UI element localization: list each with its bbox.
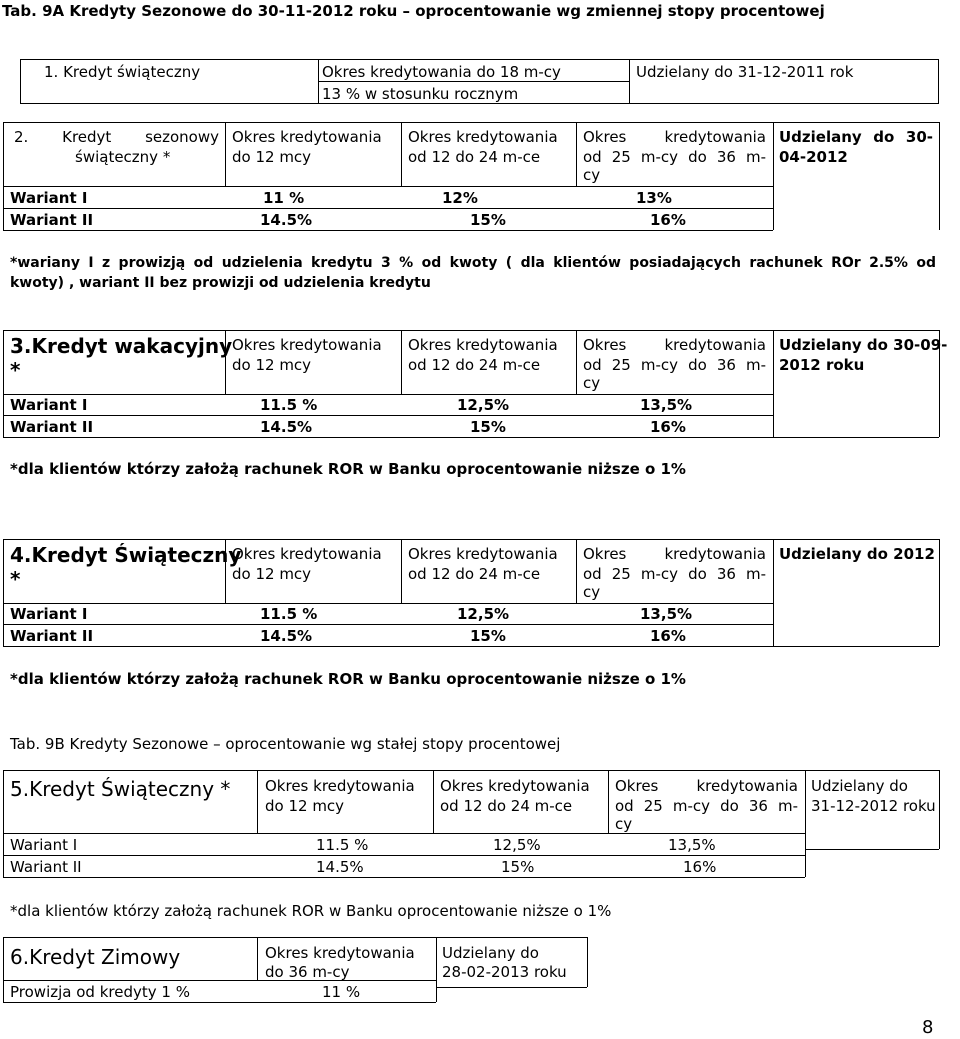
credit-4-col1-sub: do 12 mcy (232, 565, 312, 583)
table-9a-title: Tab. 9A Kredyty Sezonowe do 30-11-2012 roku – oprocentowanie wg zmiennej stopy procentowej (2, 2, 825, 20)
credit-2-col3-sub: od 25 m-cy do 36 m- (583, 148, 766, 166)
credit-5-until-cont: 31-12-2012 roku (811, 797, 936, 815)
table-divider (576, 122, 577, 186)
table-border (3, 539, 4, 646)
credit-5-col2-head: Okres kredytowania (440, 777, 590, 795)
credit-2-note-cont: kwoty) , wariant II bez prowizji od udzielenia kredytu (10, 275, 431, 291)
credit-2-variant-2-rate-2: 15% (470, 211, 506, 229)
credit-3-variant-2-label: Wariant II (10, 418, 94, 436)
credit-2-variant-2-rate-3: 16% (650, 211, 686, 229)
credit-5-variant-1-rate-1: 11.5 % (316, 836, 369, 854)
table-divider (257, 937, 258, 980)
credit-3-col3-sub: od 25 m-cy do 36 m- (583, 356, 766, 374)
credit-2-col2-sub: od 12 do 24 m-ce (408, 148, 541, 166)
table-border (3, 415, 773, 416)
credit-3-variant-1-rate-1: 11.5 % (260, 396, 318, 414)
table-border (3, 1002, 436, 1003)
table-divider (257, 770, 258, 833)
table-border (3, 122, 4, 230)
table-divider (576, 330, 577, 394)
credit-5-variant-1-rate-2: 12,5% (493, 836, 541, 854)
credit-3-variant-2-rate-1: 14.5% (260, 418, 313, 436)
credit-2-variant-1-rate-2: 12% (442, 189, 478, 207)
table-border (3, 437, 939, 438)
table-border (436, 987, 587, 988)
credit-5-variant-2-rate-2: 15% (501, 858, 535, 876)
table-border (3, 937, 4, 1002)
table-divider (401, 539, 402, 603)
credit-1-period: Okres kredytowania do 18 m-cy (322, 63, 561, 81)
table-border (939, 122, 940, 230)
credit-4-variant-1-label: Wariant I (10, 605, 88, 623)
table-9b-title: Tab. 9B Kredyty Sezonowe – oprocentowanie wg stałej stopy procentowej (10, 735, 561, 753)
credit-5-variant-1-label: Wariant I (10, 836, 78, 854)
credit-6-until: Udzielany do (442, 944, 539, 962)
credit-3-variant-1-rate-3: 13,5% (640, 396, 693, 414)
credit-4-variant-1-rate-3: 13,5% (640, 605, 693, 623)
table-divider (401, 330, 402, 394)
credit-4-variant-1-rate-1: 11.5 % (260, 605, 318, 623)
credit-2-name-cont: świąteczny * (75, 148, 171, 166)
credit-5-col2-sub: od 12 do 24 m-ce (440, 797, 573, 815)
credit-4-variant-2-rate-3: 16% (650, 627, 686, 645)
credit-3-col3-cont: cy (583, 374, 601, 392)
table-divider (436, 937, 437, 1002)
table-border (3, 624, 773, 625)
credit-5-until: Udzielany do (811, 777, 908, 795)
credit-5-variant-2-rate-3: 16% (683, 858, 717, 876)
credit-2-variant-2-label: Wariant II (10, 211, 94, 229)
credit-2-until: Udzielany do 30- (779, 128, 933, 146)
table-border (3, 770, 939, 771)
credit-3-variant-1-rate-2: 12,5% (457, 396, 510, 414)
table-border (3, 208, 773, 209)
credit-3-col1-head: Okres kredytowania (232, 336, 382, 354)
table-border (587, 937, 588, 987)
table-divider (225, 122, 226, 186)
table-border (3, 937, 587, 938)
table-border (3, 770, 4, 877)
credit-2-col2-head: Okres kredytowania (408, 128, 558, 146)
credit-2-variant-1-rate-1: 11 % (263, 189, 305, 207)
credit-4-variant-2-rate-1: 14.5% (260, 627, 313, 645)
table-divider (401, 122, 402, 186)
credit-3-name-cont: * (10, 358, 21, 382)
table-divider (608, 770, 609, 833)
credit-2-until-cont: 04-2012 (779, 148, 848, 166)
credit-5-variant-2-label: Wariant II (10, 858, 82, 876)
credit-4-variant-2-label: Wariant II (10, 627, 94, 645)
credit-3-note: *dla klientów którzy założą rachunek ROR w Banku oprocentowanie niższe o 1% (10, 460, 686, 478)
table-border (3, 122, 939, 123)
credit-3-until-cont: 2012 roku (779, 356, 865, 374)
credit-3-col3-head: Okres kredytowania (583, 336, 766, 354)
credit-1-until: Udzielany do 31-12-2011 rok (636, 63, 854, 81)
credit-2-col1-head: Okres kredytowania (232, 128, 382, 146)
credit-6-until-cont: 28-02-2013 roku (442, 963, 567, 981)
credit-4-variant-2-rate-2: 15% (470, 627, 506, 645)
table-border (3, 186, 773, 187)
table-divider (773, 330, 774, 437)
credit-5-col1-sub: do 12 mcy (265, 797, 345, 815)
credit-4-col3-cont: cy (583, 583, 601, 601)
table-border (3, 833, 805, 834)
table-border (939, 539, 940, 646)
credit-2-note: *wariany I z prowizją od udzielenia kredytu 3 % od kwoty ( dla klientów posiadających rachunek ROr 2.5% od (10, 255, 936, 271)
credit-1-name: 1. Kredyt świąteczny (44, 63, 201, 81)
credit-1-rate: 13 % w stosunku rocznym (322, 85, 519, 103)
credit-6-rate: 11 % (322, 983, 361, 1001)
table-divider (318, 81, 629, 82)
credit-5-name: 5.Kredyt Świąteczny * (10, 777, 231, 801)
credit-5-variant-1-rate-3: 13,5% (668, 836, 716, 854)
credit-3-variant-2-rate-2: 15% (470, 418, 506, 436)
credit-5-col1-head: Okres kredytowania (265, 777, 415, 795)
table-border (3, 394, 773, 395)
credit-5-variant-2-rate-1: 14.5% (316, 858, 364, 876)
page-number: 8 (922, 1017, 934, 1038)
table-divider (773, 539, 774, 646)
credit-2-col3-cont: cy (583, 166, 601, 184)
credit-2-variant-1-rate-3: 13% (636, 189, 672, 207)
credit-4-col3-head: Okres kredytowania (583, 545, 766, 563)
table-border (3, 980, 436, 981)
credit-2-name: 2. Kredyt sezonowy (14, 128, 219, 146)
credit-4-col1-head: Okres kredytowania (232, 545, 382, 563)
credit-6-col1-head: Okres kredytowania (265, 944, 415, 962)
table-border (805, 849, 939, 850)
credit-2-variant-2-rate-1: 14.5% (260, 211, 313, 229)
credit-5-note: *dla klientów którzy założą rachunek ROR w Banku oprocentowanie niższe o 1% (10, 902, 612, 920)
credit-5-col3-head: Okres kredytowania (615, 777, 798, 795)
credit-3-name: 3.Kredyt wakacyjny (10, 334, 233, 358)
table-border (3, 603, 773, 604)
table-divider (629, 59, 630, 104)
table-border (3, 330, 939, 331)
table-border (3, 646, 939, 647)
credit-4-variant-1-rate-2: 12,5% (457, 605, 510, 623)
credit-5-col3-sub: od 25 m-cy do 36 m- (615, 797, 798, 815)
table-border (3, 230, 773, 231)
credit-3-until: Udzielany do 30-09- (779, 336, 948, 354)
credit-5-col3-cont: cy (615, 815, 633, 833)
credit-4-col3-sub: od 25 m-cy do 36 m- (583, 565, 766, 583)
credit-3-col1-sub: do 12 mcy (232, 356, 312, 374)
table-border (3, 539, 939, 540)
credit-4-name-cont: * (10, 567, 21, 591)
credit-2-col3-head: Okres kredytowania (583, 128, 766, 146)
table-border (3, 330, 4, 437)
credit-3-variant-1-label: Wariant I (10, 396, 88, 414)
credit-2-variant-1-label: Wariant I (10, 189, 88, 207)
table-border (3, 855, 805, 856)
table-border (939, 770, 940, 849)
credit-6-commission-label: Prowizja od kredyty 1 % (10, 983, 190, 1001)
credit-4-col2-sub: od 12 do 24 m-ce (408, 565, 541, 583)
credit-3-variant-2-rate-3: 16% (650, 418, 686, 436)
credit-6-col1-sub: do 36 m-cy (265, 963, 350, 981)
credit-3-col2-sub: od 12 do 24 m-ce (408, 356, 541, 374)
credit-4-name: 4.Kredyt Świąteczny (10, 543, 242, 567)
credit-4-col2-head: Okres kredytowania (408, 545, 558, 563)
table-divider (433, 770, 434, 833)
credit-3-col2-head: Okres kredytowania (408, 336, 558, 354)
table-border (3, 877, 805, 878)
credit-4-until: Udzielany do 2012 (779, 545, 935, 563)
table-divider (805, 770, 806, 877)
table-divider (773, 122, 774, 230)
credit-6-name: 6.Kredyt Zimowy (10, 945, 181, 969)
credit-2-col1-sub: do 12 mcy (232, 148, 312, 166)
table-divider (576, 539, 577, 603)
credit-4-note: *dla klientów którzy założą rachunek ROR w Banku oprocentowanie niższe o 1% (10, 670, 686, 688)
